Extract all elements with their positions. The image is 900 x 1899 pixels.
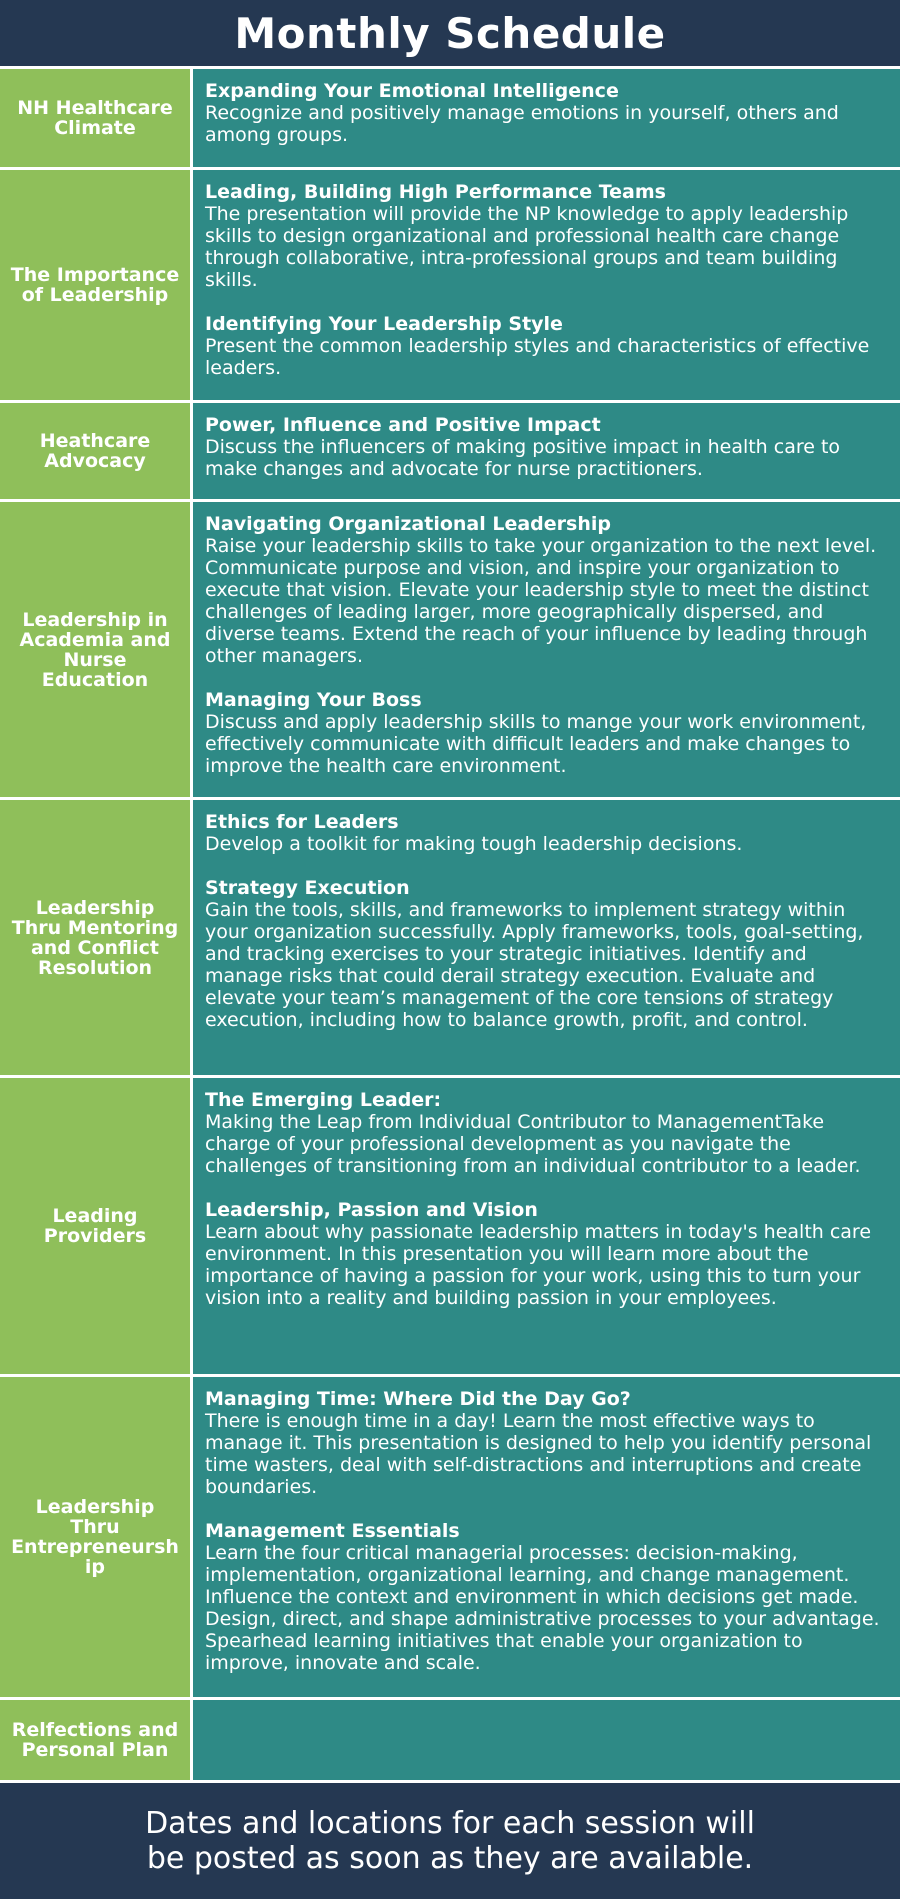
session-description: Discuss the influencers of making positive impact in health care to make changes and advocate for nurse practitioners. bbox=[205, 436, 841, 480]
schedule-row bbox=[0, 170, 900, 400]
session-title: The Emerging Leader: bbox=[205, 1089, 442, 1111]
module-label: Leadership in Academia and Nurse Education bbox=[0, 502, 190, 797]
session-item bbox=[205, 181, 886, 291]
session-item bbox=[205, 313, 886, 379]
schedule-row bbox=[0, 1377, 900, 1697]
session-description: Raise your leadership skills to take your organization to the next level. Communicate purpose and vision, and inspire your organization to execute that vision. Elevate your leadership style to meet the distinct challenges of leading larger, more geographically dispersed, and diverse teams. Extend the reach of your influence by leading through other managers. bbox=[205, 535, 877, 667]
session-item bbox=[205, 1089, 886, 1177]
module-label: NH Healthcare Climate bbox=[0, 69, 190, 167]
schedule-row bbox=[0, 69, 900, 167]
module-sessions bbox=[193, 403, 900, 499]
session-item bbox=[205, 1199, 886, 1309]
session-item bbox=[205, 811, 886, 855]
session-title: Management Essentials bbox=[205, 1520, 460, 1542]
session-item bbox=[205, 689, 886, 777]
session-title: Leading, Building High Performance Teams bbox=[205, 181, 666, 203]
session-description: The presentation will provide the NP knowledge to apply leadership skills to design organizational and professional health care change through collaborative, intra-professional groups and team building skills. bbox=[205, 203, 849, 291]
module-sessions bbox=[193, 1377, 900, 1697]
module-sessions bbox=[193, 502, 900, 797]
schedule-row bbox=[0, 502, 900, 797]
session-title: Strategy Execution bbox=[205, 877, 410, 899]
session-title: Expanding Your Emotional Intelligence bbox=[205, 80, 619, 102]
session-item bbox=[205, 513, 886, 667]
session-description: Discuss and apply leadership skills to mange your work environment, effectively communicate with difficult leaders and make changes to improve the health care environment. bbox=[205, 711, 867, 777]
session-title: Managing Time: Where Did the Day Go? bbox=[205, 1388, 631, 1410]
session-title: Identifying Your Leadership Style bbox=[205, 313, 563, 335]
module-label: Leadership Thru Entrepreneursh ip bbox=[0, 1377, 190, 1697]
session-item bbox=[205, 1388, 886, 1498]
module-label: Leading Providers bbox=[0, 1078, 190, 1374]
module-sessions bbox=[193, 1700, 900, 1780]
session-title: Power, Influence and Positive Impact bbox=[205, 414, 601, 436]
session-description: Learn the four critical managerial processes: decision-making, implementation, organizational learning, and change management. Influence the context and environment in which decisions get made. Design, direct, and shape administrative processes to your advantage. Spearhead learning initiatives that enable your organization to improve, innovate and scale. bbox=[205, 1542, 880, 1674]
session-description: Present the common leadership styles and characteristics of effective leaders. bbox=[205, 335, 870, 379]
module-label: Relfections and Personal Plan bbox=[0, 1700, 190, 1780]
module-sessions bbox=[193, 1078, 900, 1374]
session-item bbox=[205, 414, 886, 480]
session-item bbox=[205, 1520, 886, 1674]
session-description: Recognize and positively manage emotions in yourself, others and among groups. bbox=[205, 102, 839, 146]
session-item bbox=[205, 80, 886, 146]
module-label: Leadership Thru Mentoring and Conflict Resolution bbox=[0, 800, 190, 1075]
footer-note: Dates and locations for each session will be posted as soon as they are available. bbox=[0, 1783, 900, 1899]
module-sessions bbox=[193, 69, 900, 167]
session-title: Leadership, Passion and Vision bbox=[205, 1199, 538, 1221]
session-title: Ethics for Leaders bbox=[205, 811, 399, 833]
module-sessions bbox=[193, 170, 900, 400]
schedule-row bbox=[0, 800, 900, 1075]
schedule-row bbox=[0, 403, 900, 499]
session-title: Managing Your Boss bbox=[205, 689, 422, 711]
session-item bbox=[205, 877, 886, 1031]
module-label: Heathcare Advocacy bbox=[0, 403, 190, 499]
schedule-row bbox=[0, 1078, 900, 1374]
session-description: Making the Leap from Individual Contributor to ManagementTake charge of your professional development as you navigate the challenges of transitioning from an individual contributor to a leader. bbox=[205, 1111, 861, 1177]
schedule-row bbox=[0, 1700, 900, 1780]
module-sessions bbox=[193, 800, 900, 1075]
session-title: Navigating Organizational Leadership bbox=[205, 513, 611, 535]
session-description: Gain the tools, skills, and frameworks to implement strategy within your organization successfully. Apply frameworks, tools, goal-setting, and tracking exercises to your strategic initiatives. Identify and manage risks that could derail strategy execution. Evaluate and elevate your team’s management of the core tensions of strategy execution, including how to balance growth, profit, and control. bbox=[205, 899, 864, 1031]
page-title: Monthly Schedule bbox=[0, 0, 900, 66]
module-label: The Importance of Leadership bbox=[0, 170, 190, 400]
session-description: Develop a toolkit for making tough leadership decisions. bbox=[205, 833, 743, 855]
session-description: Learn about why passionate leadership matters in today's health care environment. In this presentation you will learn more about the importance of having a passion for your work, using this to turn your vision into a reality and building passion in your employees. bbox=[205, 1221, 872, 1309]
session-description: There is enough time in a day! Learn the most effective ways to manage it. This presentation is designed to help you identify personal time wasters, deal with self-distractions and interruptions and create boundaries. bbox=[205, 1410, 872, 1498]
